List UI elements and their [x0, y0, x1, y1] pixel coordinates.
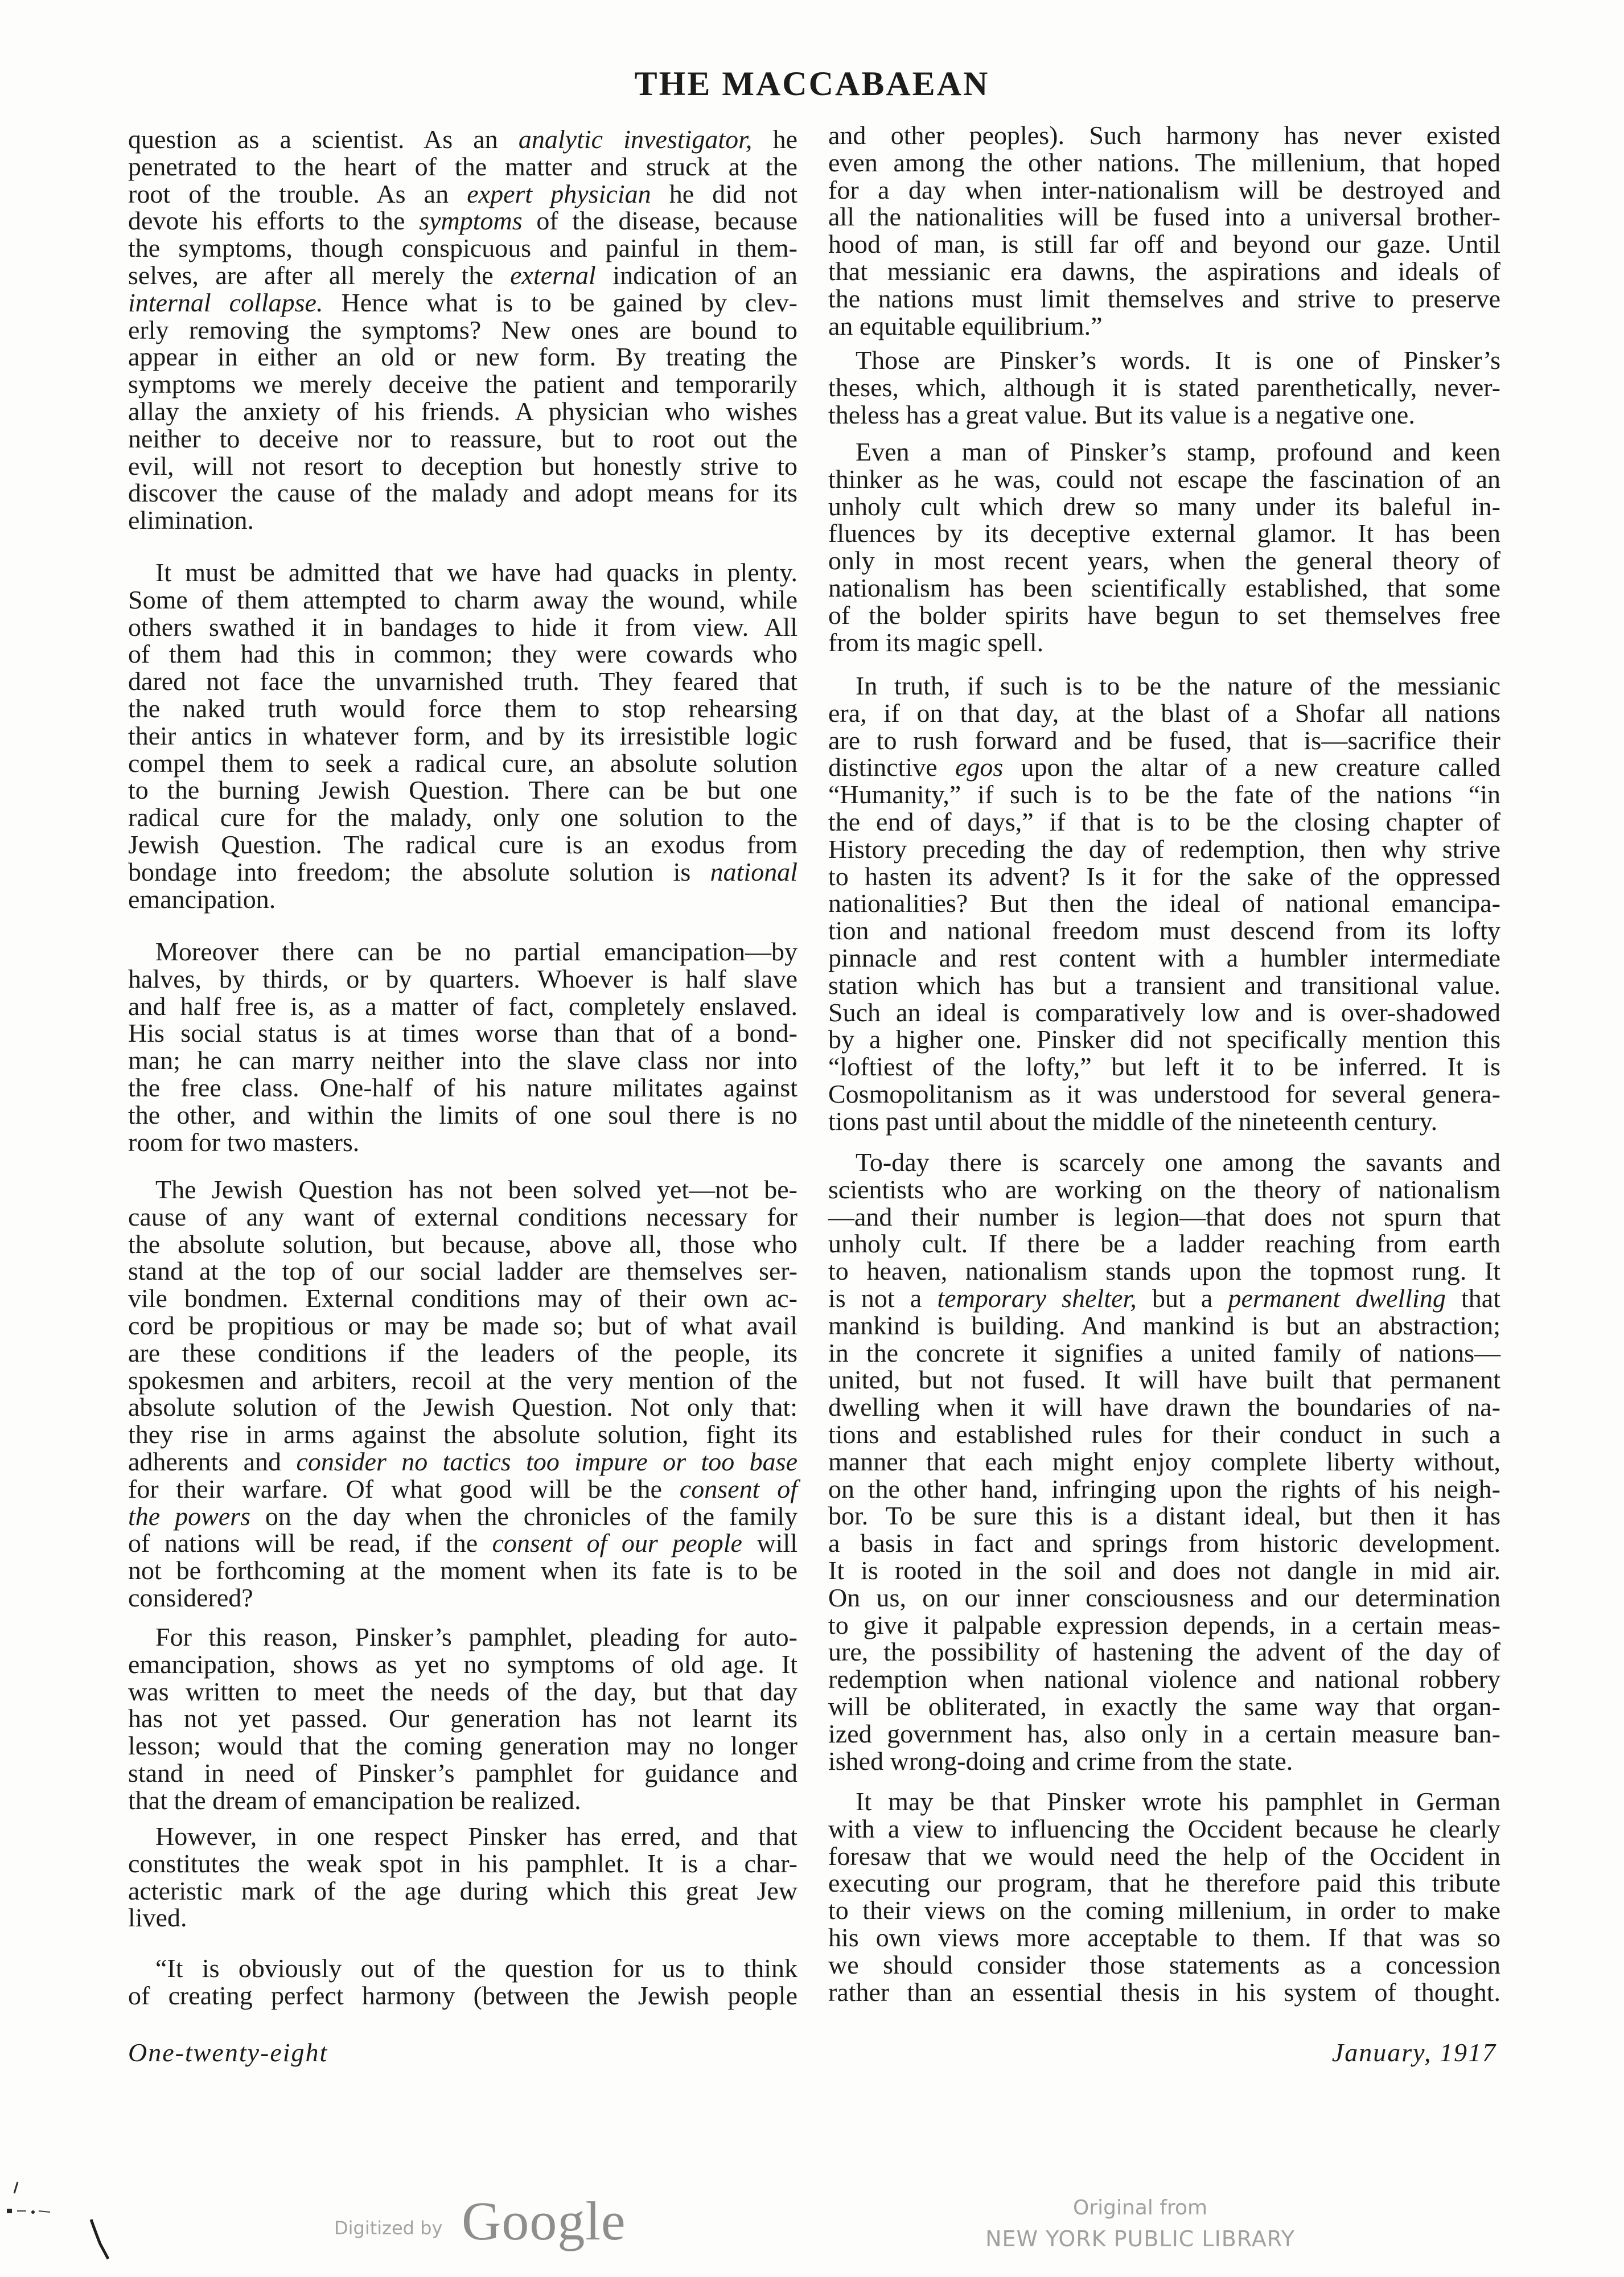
text-line: the absolute solution, but because, above all, those who — [128, 1229, 797, 1259]
text-run: bondage into freedom; the absolute solution is — [128, 857, 710, 886]
text-line: stand at the top of our social ladder are themselves ser- — [128, 1256, 797, 1286]
text-line: the nations must limit themselves and strive to preserve — [828, 283, 1500, 313]
text-line: tions past until about the middle of the nineteenth century. — [828, 1106, 1438, 1136]
italic-phrase: egos — [955, 753, 1004, 782]
text-run: for their warfare. Of what good will be the — [128, 1474, 680, 1503]
text-line: executing our program, that he therefore paid this tribute — [828, 1868, 1500, 1898]
scan-mark — [31, 2210, 35, 2214]
text-line: scientists who are working on the theory of nationalism — [828, 1174, 1500, 1204]
text-line: However, in one respect Pinsker has erred, and that — [155, 1822, 797, 1851]
italic-phrase: consent of our people — [492, 1528, 742, 1558]
text-line: to their views on the coming millenium, in order to make — [828, 1896, 1500, 1925]
italic-phrase: external — [510, 260, 596, 290]
text-line: elimination. — [128, 505, 254, 535]
paragraph — [828, 1149, 1500, 1774]
right-column — [828, 0, 1500, 2027]
text-line: evil, will not resort to deception but honestly strive to — [128, 451, 797, 480]
text-line: dwelling when it will have drawn the boundaries of na- — [828, 1392, 1500, 1422]
text-line: Those are Pinsker’s words. It is one of Pinsker’s — [856, 346, 1500, 375]
text-line: has not yet passed. Our generation has not learnt its — [128, 1704, 797, 1733]
text-line: others swathed it in bandages to hide it from view. All — [128, 612, 797, 642]
text-line: theses, which, although it is stated parenthetically, never- — [828, 372, 1500, 402]
text-line: cord be propitious or may be made so; but of what avail — [128, 1310, 797, 1340]
text-line: tion and national freedom must descend from its lofty — [828, 916, 1500, 946]
text-line: a basis in fact and springs from historic development. — [828, 1528, 1500, 1558]
text-line: the end of days,” if that is to be the closing chapter of — [828, 807, 1500, 836]
text-line: stand in need of Pinsker’s pamphlet for guidance and — [128, 1758, 797, 1787]
italic-phrase: consider no tactics too impure or too base — [296, 1446, 797, 1476]
text-line: will be obliterated, in exactly the same way that organ- — [828, 1691, 1500, 1721]
italic-phrase: symptoms — [419, 206, 523, 236]
paragraph — [828, 122, 1500, 339]
text-line: Jewish Question. The radical cure is an exodus from — [128, 829, 797, 859]
text-line: the free class. One-half of his nature militates against — [128, 1072, 797, 1102]
text-line: station which has but a transient and transitional value. — [828, 970, 1500, 1000]
text-run: will — [742, 1528, 797, 1558]
text-line: To-day there is scarcely one among the savants and — [856, 1148, 1500, 1177]
text-line: rather than an essential thesis in his system of thought. — [828, 1977, 1500, 2007]
italic-phrase: national — [710, 857, 797, 886]
text-run: distinctive — [828, 753, 955, 782]
text-line — [128, 1503, 797, 1530]
original-from-label: Original from — [1072, 2196, 1208, 2220]
text-line: penetrated to the heart of the matter and struck at the — [128, 151, 797, 181]
text-run: that — [1445, 1283, 1500, 1313]
text-line: unholy cult. If there be a ladder reaching from earth — [828, 1229, 1500, 1259]
text-run: he did not — [651, 179, 797, 208]
paragraph — [128, 1955, 797, 2009]
text-run: Hence what is to be gained by clev- — [323, 287, 797, 317]
text-run: but a — [1136, 1283, 1228, 1313]
text-line: —and their number is legion—that does not spurn that — [828, 1202, 1500, 1231]
text-line: his own views more acceptable to them. If that was so — [828, 1922, 1500, 1952]
text-line: are to rush forward and be fused, that is—sacrifice their — [828, 725, 1500, 755]
paragraph — [128, 1823, 797, 1931]
left-column — [128, 0, 797, 2027]
text-run: devote his efforts to the — [128, 206, 420, 236]
italic-phrase: analytic investigator, — [518, 125, 753, 154]
text-line: tions and established rules for their conduct in such a — [828, 1419, 1500, 1449]
text-line: discover the cause of the malady and adopt means for its — [128, 478, 797, 508]
text-line: radical cure for the malady, only one solution to the — [128, 803, 797, 832]
text-line: His social status is at times worse than that of a bond- — [128, 1018, 797, 1048]
text-line: lesson; would that the coming generation may no longer — [128, 1731, 797, 1761]
text-line — [128, 207, 797, 235]
text-line: on the other hand, infringing upon the rights of his neigh- — [828, 1474, 1500, 1503]
text-line: the other, and within the limits of one soul there is no — [128, 1100, 797, 1129]
text-run: is not a — [828, 1283, 938, 1313]
italic-phrase: expert physician — [467, 179, 651, 208]
italic-phrase: permanent dwelling — [1228, 1283, 1446, 1313]
text-line: era, if on that day, at the blast of a Shofar all nations — [828, 698, 1500, 728]
text-line: all the nationalities will be fused into a universal brother- — [828, 202, 1500, 232]
text-line: that the dream of emancipation be realized. — [128, 1785, 581, 1815]
text-line: of creating perfect harmony (between the Jewish people — [128, 1980, 797, 2010]
text-run: he — [752, 125, 798, 154]
text-line: of them had this in common; they were cowards who — [128, 639, 797, 669]
text-run: of the disease, because — [522, 206, 798, 236]
text-line: room for two masters. — [128, 1127, 360, 1157]
text-line: are these conditions if the leaders of the people, its — [128, 1338, 797, 1367]
text-line: and half free is, as a matter of fact, completely enslaved. — [128, 991, 797, 1021]
text-line: “loftiest of the lofty,” but left it to be inferred. It is — [828, 1052, 1500, 1082]
text-line: with a view to influencing the Occident because he clearly — [828, 1814, 1500, 1843]
text-line: dared not face the unvarnished truth. They feared that — [128, 667, 797, 696]
text-line: It must be admitted that we have had quacks in plenty. — [155, 558, 797, 587]
italic-phrase: consent of — [679, 1474, 797, 1503]
text-line — [828, 754, 1500, 781]
text-line: appear in either an old or new form. By treating the — [128, 342, 797, 372]
text-line: History preceding the day of redemption, then why strive — [828, 834, 1500, 864]
text-line: fluences by its deceptive external glamor. It has been — [828, 519, 1500, 548]
text-line: erly removing the symptoms? New ones are bound to — [128, 315, 797, 344]
text-line: ure, the possibility of hastening the advent of the day of — [828, 1637, 1500, 1667]
text-line: On us, on our inner consciousness and our determination — [828, 1583, 1500, 1612]
text-line: and other peoples). Such harmony has never existed — [828, 121, 1500, 150]
text-line: not be forthcoming at the moment when its fate is to be — [128, 1556, 797, 1585]
digitized-by-label: Digitized by — [334, 2217, 443, 2239]
text-line: mankind is building. And mankind is but an abstraction; — [828, 1310, 1500, 1340]
text-line: by a higher one. Pinsker did not specifically mention this — [828, 1025, 1500, 1054]
text-line: constitutes the weak spot in his pamphlet. It is a char- — [128, 1848, 797, 1878]
text-line — [128, 1530, 797, 1557]
text-line: foresaw that we would need the help of the Occident in — [828, 1841, 1500, 1871]
paragraph — [828, 438, 1500, 656]
text-line: that messianic era dawns, the aspirations and ideals of — [828, 256, 1500, 286]
text-line: to the burning Jewish Question. There can be but one — [128, 775, 797, 805]
text-run: question as a scientist. As an — [128, 125, 519, 154]
text-line: they rise in arms against the absolute solution, fight its — [128, 1420, 797, 1449]
text-line: considered? — [128, 1583, 253, 1612]
text-line: The Jewish Question has not been solved yet—not be- — [155, 1175, 797, 1204]
text-line: thinker as he was, could not escape the fascination of an — [828, 464, 1500, 494]
italic-phrase: the powers — [128, 1501, 250, 1531]
text-line — [128, 1475, 797, 1503]
text-line: It may be that Pinsker wrote his pamphlet in German — [856, 1787, 1500, 1816]
text-line: their antics in whatever form, and by its irresistible logic — [128, 721, 797, 750]
text-line: allay the anxiety of his friends. A physician who wishes — [128, 396, 797, 426]
text-line: acteristic mark of the age during which this great Jew — [128, 1876, 797, 1905]
text-line: was written to meet the needs of the day, but that day — [128, 1676, 797, 1706]
text-line: to heaven, nationalism stands upon the topmost rung. It — [828, 1256, 1500, 1286]
text-line: spokesmen and arbiters, recoil at the very mention of the — [128, 1365, 797, 1395]
text-line: compel them to seek a radical cure, an absolute solution — [128, 748, 797, 778]
text-line: vile bondmen. External conditions may of their own ac- — [128, 1284, 797, 1313]
text-line: even among the other nations. The millenium, that hoped — [828, 147, 1500, 177]
text-run: selves, are after all merely the — [128, 260, 511, 290]
scan-mark — [91, 2220, 108, 2259]
text-line: redemption when national violence and national robbery — [828, 1664, 1500, 1694]
text-line: unholy cult which drew so many under its baleful in- — [828, 491, 1500, 521]
text-line: man; he can marry neither into the slave class nor into — [128, 1046, 797, 1075]
text-line: only in most recent years, when the general theory of — [828, 546, 1500, 576]
italic-phrase: temporary shelter, — [937, 1283, 1137, 1313]
text-line: theless has a great value. But its value is a negative one. — [828, 400, 1415, 429]
text-line: neither to deceive nor to reassure, but to root out the — [128, 424, 797, 453]
text-line: the symptoms, though conspicuous and painful in them- — [128, 233, 797, 263]
issue-date: January, 1917 — [1331, 2038, 1496, 2067]
text-line: Moreover there can be no partial emancipation—by — [155, 937, 797, 966]
paragraph — [128, 1176, 797, 1612]
text-line: It is rooted in the soil and does not dangle in mid air. — [828, 1555, 1500, 1585]
text-line: to give it palpable expression depends, in a certain meas- — [828, 1610, 1500, 1639]
text-line — [128, 262, 797, 289]
scan-mark — [14, 2182, 18, 2193]
text-line: For this reason, Pinsker’s pamphlet, pleading for auto- — [155, 1622, 797, 1651]
text-line — [128, 289, 797, 317]
text-line: halves, by thirds, or by quarters. Whoever is half slave — [128, 964, 797, 993]
google-logo: Google — [462, 2190, 626, 2251]
text-line: pinnacle and rest content with a humbler intermediate — [828, 943, 1500, 972]
paragraph — [828, 1788, 1500, 2005]
text-line: cause of any want of external conditions necessary for — [128, 1202, 797, 1231]
paragraph — [128, 1624, 797, 1814]
text-run: of nations will be read, if the — [128, 1528, 492, 1558]
text-line: in the concrete it signifies a united family of nations— — [828, 1338, 1500, 1367]
text-line: absolute solution of the Jewish Question. Not only that: — [128, 1392, 797, 1422]
text-line — [128, 126, 797, 153]
text-line: manner that each might enjoy complete liberty without, — [828, 1446, 1500, 1476]
text-line — [828, 1285, 1500, 1312]
text-run: root of the trouble. As an — [128, 179, 467, 208]
text-line: of the bolder spirits have begun to set themselves free — [828, 600, 1500, 630]
text-line: In truth, if such is to be the nature of the messianic — [856, 671, 1500, 700]
text-line: for a day when inter-nationalism will be destroyed and — [828, 175, 1500, 204]
text-run: on the day when the chronicles of the family — [250, 1501, 797, 1531]
text-line: nationalism has been scientifically established, that some — [828, 573, 1500, 602]
paragraph — [828, 672, 1500, 1135]
scan-artifact — [0, 2163, 125, 2277]
paragraph — [828, 347, 1500, 428]
scan-mark — [39, 2211, 50, 2212]
text-line: united, but not fused. It will have built that permanent — [828, 1365, 1500, 1395]
text-line: the naked truth would force them to stop rehearsing — [128, 693, 797, 723]
text-line: ized government has, also only in a certain measure ban- — [828, 1719, 1500, 1748]
paragraph — [128, 126, 797, 534]
text-run: adherents and — [128, 1446, 297, 1476]
text-line: lived. — [128, 1903, 187, 1933]
text-line: “Humanity,” if such is to be the fate of the nations “in — [828, 780, 1500, 809]
text-line: from its magic spell. — [828, 627, 1044, 657]
text-line: Such an ideal is comparatively low and is over-shadowed — [828, 997, 1500, 1027]
text-line: Cosmopolitanism as it was understood for several genera- — [828, 1079, 1500, 1108]
text-line: symptoms we merely deceive the patient and temporarily — [128, 369, 797, 399]
text-line: nationalities? But then the ideal of national emancipa- — [828, 889, 1500, 918]
text-line: ished wrong-doing and crime from the state. — [828, 1746, 1293, 1775]
text-line: to hasten its advent? Is it for the sake of the oppressed — [828, 861, 1500, 891]
text-line: hood of man, is still far off and beyond our gaze. Until — [828, 229, 1500, 259]
text-line: Even a man of Pinsker’s stamp, profound and keen — [856, 437, 1500, 466]
text-line: emancipation, shows as yet no symptoms of old age. It — [128, 1649, 797, 1679]
text-line: an equitable equilibrium.” — [828, 311, 1103, 340]
text-line — [128, 180, 797, 208]
page-number: One-twenty-eight — [128, 2038, 328, 2067]
text-line: emancipation. — [128, 884, 276, 914]
paragraph — [128, 559, 797, 913]
text-run: indication of an — [595, 260, 797, 290]
italic-phrase: internal collapse. — [128, 287, 323, 317]
text-line: “It is obviously out of the question for us to think — [155, 1954, 797, 1983]
scan-mark — [7, 2209, 12, 2213]
text-line: Some of them attempted to charm away the wound, while — [128, 585, 797, 614]
library-name: NEW YORK PUBLIC LIBRARY — [985, 2226, 1295, 2251]
text-line: we should consider those statements as a concession — [828, 1950, 1500, 1979]
text-run: upon the altar of a new creature called — [1003, 753, 1500, 782]
magazine-title: THE MACCABAEAN — [634, 65, 990, 102]
text-line — [128, 1448, 797, 1475]
text-line — [128, 858, 797, 886]
paragraph — [128, 938, 797, 1156]
text-line: bor. To be sure this is a distant ideal, but then it has — [828, 1501, 1500, 1531]
